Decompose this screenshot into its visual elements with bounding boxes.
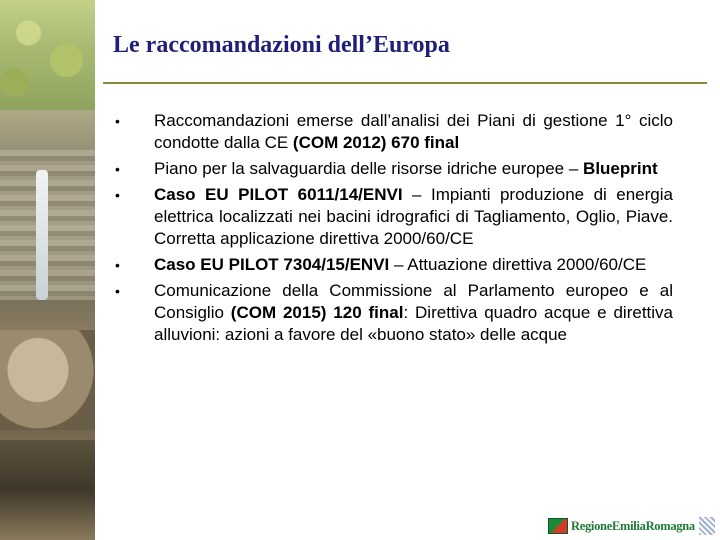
bullet-item [113,280,673,346]
bullet-text: – Attuazione direttiva 2000/60/CE [389,255,647,274]
bullet-text-bold: Caso EU PILOT 6011/14/ENVI [154,185,403,204]
bullet-text: Raccomandazioni emerse dall’analisi dei Piani di gestione 1° ciclo condotte dalla CE [154,111,673,152]
bullet-item [113,158,673,180]
photo-waterfall [36,170,48,300]
bullet-item [113,184,673,250]
photo-foliage [0,0,95,110]
bullet-marker: • [115,187,120,203]
bullet-text: – Impianti produzione di energia elettrica localizzati nei bacini idrografici di Tagliamento, Oglio, Piave. Corretta applicazione direttiva 2000/60/CE [154,185,673,248]
photo-pool [0,440,95,540]
bullet-text: Comunicazione della Commissione al Parlamento europeo e al Consiglio [154,281,673,322]
regione-logo-icon [548,518,568,534]
bullet-text-bold: Caso EU PILOT 7304/15/ENVI [154,255,390,274]
bullet-text-bold: (COM 2012) 670 final [292,133,460,152]
bullet-marker: • [115,257,120,273]
title-divider [103,82,707,84]
decorative-pattern [699,517,715,535]
bullet-marker: • [115,283,120,299]
slide-title: Le raccomandazioni dell’Europa [113,32,450,58]
bullet-list [113,110,673,350]
regione-logo [548,514,718,538]
bullet-text: : Direttiva quadro acque e direttiva alluvioni: azioni a favore del «buono stato» delle acque [154,303,674,344]
bullet-item [113,110,673,154]
bullet-marker: • [115,113,120,129]
bullet-text: Piano per la salvaguardia delle risorse idriche europee – [154,159,584,178]
bullet-marker: • [115,161,120,177]
bullet-item [113,254,673,276]
bullet-text-bold: (COM 2015) 120 final [230,303,404,322]
waterfall-photo [0,0,95,540]
photo-rock [0,330,95,430]
regione-logo-text: RegioneEmiliaRomagna [571,518,695,533]
bullet-text-bold: Blueprint [583,159,658,178]
